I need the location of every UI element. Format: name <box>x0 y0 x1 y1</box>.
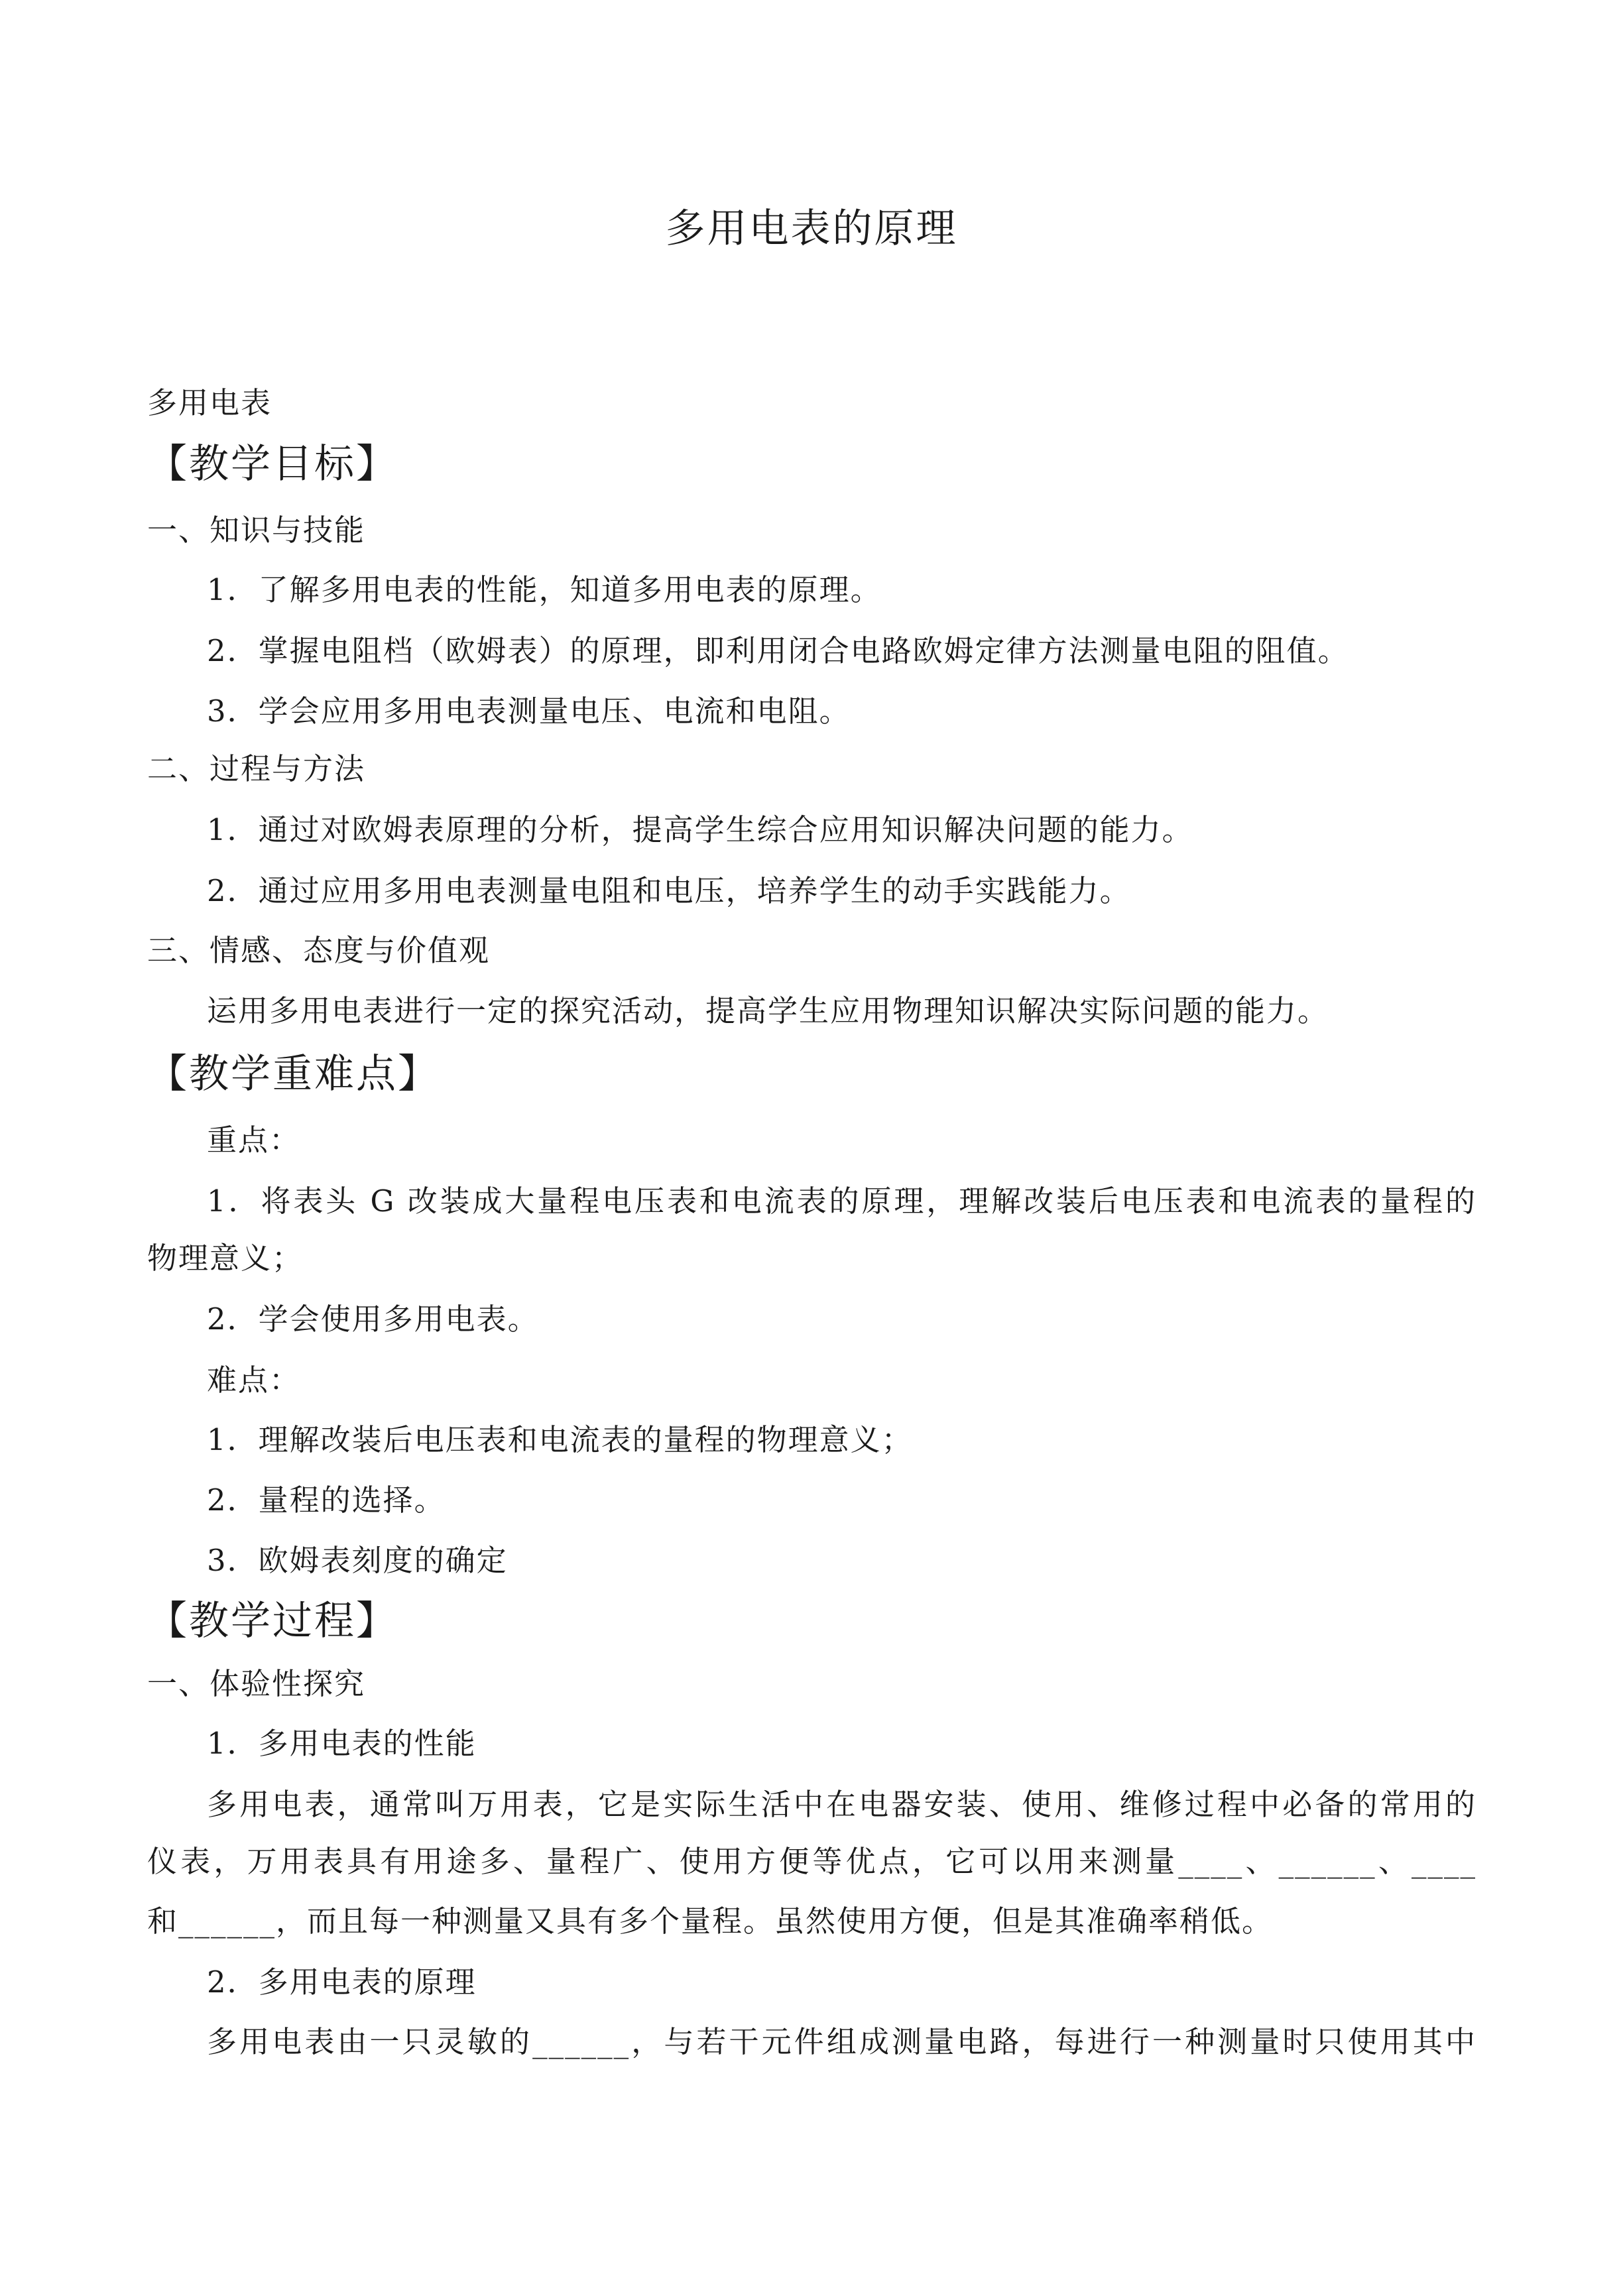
subheading-process-method: 二、过程与方法 <box>147 751 366 786</box>
objective-item: 3．学会应用多用电表测量电压、电流和电阻。 <box>207 694 851 729</box>
paragraph-line: 仪表，万用表具有用途多、量程广、使用方便等优点，它可以用来测量____、______、____ <box>147 1844 1476 1879</box>
section-heading-process: 【教学过程】 <box>147 1598 398 1644</box>
key-point-item: 1．将表头 G 改装成大量程电压表和电流表的原理，理解改装后电压表和电流表的量程的 <box>207 1183 1476 1219</box>
section-heading-objectives: 【教学目标】 <box>147 441 398 487</box>
topic-heading: 1．多用电表的性能 <box>207 1726 477 1761</box>
subheading-emotion-values: 三、情感、态度与价值观 <box>147 933 491 968</box>
subheading-exploration: 一、体验性探究 <box>147 1666 366 1701</box>
objective-item: 1．通过对欧姆表原理的分析，提高学生综合应用知识解决问题的能力。 <box>207 812 1193 847</box>
objective-item: 1．了解多用电表的性能，知道多用电表的原理。 <box>207 572 882 607</box>
paragraph-line: 多用电表由一只灵敏的______，与若干元件组成测量电路，每进行一种测量时只使用其中 <box>207 2024 1476 2059</box>
key-point-continuation: 物理意义； <box>147 1240 304 1276</box>
subject-label: 多用电表 <box>147 385 272 420</box>
key-points-label: 重点： <box>207 1122 301 1158</box>
objective-item: 运用多用电表进行一定的探究活动，提高学生应用物理知识解决实际问题的能力。 <box>207 993 1329 1028</box>
objective-item: 2．通过应用多用电表测量电阻和电压，培养学生的动手实践能力。 <box>207 873 1131 908</box>
difficulty-item: 2．量程的选择。 <box>207 1482 446 1518</box>
document-title: 多用电表的原理 <box>665 206 958 252</box>
key-point-item: 2．学会使用多用电表。 <box>207 1301 539 1337</box>
objective-item: 2．掌握电阻档（欧姆表）的原理，即利用闭合电路欧姆定律方法测量电阻的阻值。 <box>207 633 1349 668</box>
paragraph-line: 和______，而且每一种测量又具有多个量程。虽然使用方便，但是其准确率稍低。 <box>147 1903 1274 1939</box>
difficulties-label: 难点： <box>207 1362 301 1398</box>
paragraph-line: 多用电表，通常叫万用表，它是实际生活中在电器安装、使用、维修过程中必备的常用的 <box>207 1787 1476 1822</box>
section-heading-key-points: 【教学重难点】 <box>147 1051 440 1097</box>
subheading-knowledge-skills: 一、知识与技能 <box>147 513 366 548</box>
difficulty-item: 1．理解改装后电压表和电流表的量程的物理意义； <box>207 1422 913 1457</box>
difficulty-item: 3．欧姆表刻度的确定 <box>207 1543 508 1578</box>
topic-heading: 2．多用电表的原理 <box>207 1964 477 2000</box>
